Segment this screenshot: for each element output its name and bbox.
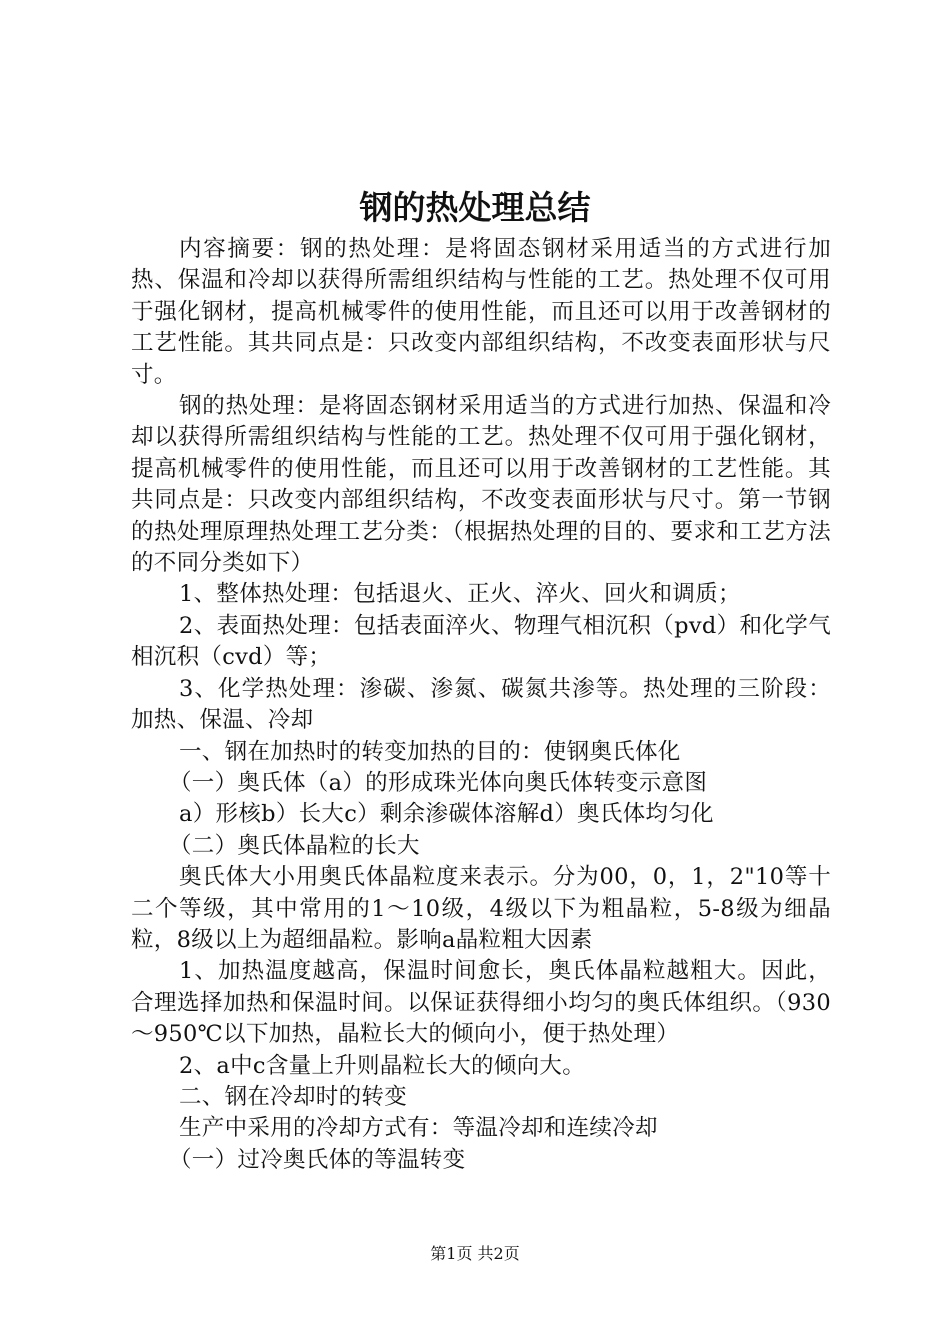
paragraph-factor-2: 2、a中c含量上升则晶粒长大的倾向大。: [179, 1052, 586, 1079]
paragraph-item-2: 2、表面热处理：包括表面淬火、物理气相沉积（pvd）和化学气相沉积（cvd）等；: [131, 612, 831, 671]
paragraph-item-3: 3、化学热处理：渗碳、渗氮、碳氮共渗等。热处理的三阶段：加热、保温、冷却: [131, 675, 831, 734]
page-number-footer: 第1页 共2页: [430, 1244, 520, 1263]
section-heading-heating: 一、钢在加热时的转变加热的目的：使钢奥氏体化: [179, 738, 681, 765]
paragraph-factor-1: 1、加热温度越高，保温时间愈长，奥氏体晶粒越粗大。因此，合理选择加热和保温时间。以保证获得细小均匀的奥氏体组织。（930～950℃以下加热，晶粒长大的倾向小，便于热处理）: [131, 958, 831, 1048]
document-title: 钢的热处理总结: [359, 188, 591, 227]
paragraph-abstract: 内容摘要：钢的热处理：是将固态钢材采用适当的方式进行加热、保温和冷却以获得所需组织结构与性能的工艺。热处理不仅可用于强化钢材，提高机械零件的使用性能，而且还可以用于改善钢材的工艺性能。其共同点是：只改变内部组织结构，不改变表面形状与尺寸。: [131, 236, 831, 388]
subsection-heading-austenite-formation: （一）奥氏体（a）的形成珠光体向奥氏体转变示意图: [169, 769, 708, 796]
subsection-heading-isothermal: （一）过冷奥氏体的等温转变: [169, 1146, 466, 1173]
section-heading-cooling: 二、钢在冷却时的转变: [179, 1083, 408, 1110]
paragraph-item-1: 1、整体热处理：包括退火、正火、淬火、回火和调质；: [179, 581, 741, 608]
paragraph-formation-steps: a）形核b）长大c）剩余渗碳体溶解d）奥氏体均匀化: [179, 801, 714, 828]
paragraph-grain-size: 奥氏体大小用奥氏体晶粒度来表示。分为00，0，1，2"10等十二个等级，其中常用的1～10级，4级以下为粗晶粒，5-8级为细晶粒，8级以上为超细晶粒。影响a晶粒粗大因素: [131, 864, 831, 953]
document-body: [131, 234, 831, 1176]
paragraph-cooling-methods: 生产中采用的冷却方式有：等温冷却和连续冷却: [179, 1115, 658, 1142]
paragraph-definition: 钢的热处理：是将固态钢材采用适当的方式进行加热、保温和冷却以获得所需组织结构与性能的工艺。热处理不仅可用于强化钢材，提高机械零件的使用性能，而且还可以用于改善钢材的工艺性能。其共同点是：只改变内部组织结构，不改变表面形状与尺寸。第一节钢的热处理原理热处理工艺分类：（根据热处理的目的、要求和工艺方法的不同分类如下）: [131, 393, 831, 577]
subsection-heading-grain-growth: （二）奥氏体晶粒的长大: [169, 832, 420, 859]
